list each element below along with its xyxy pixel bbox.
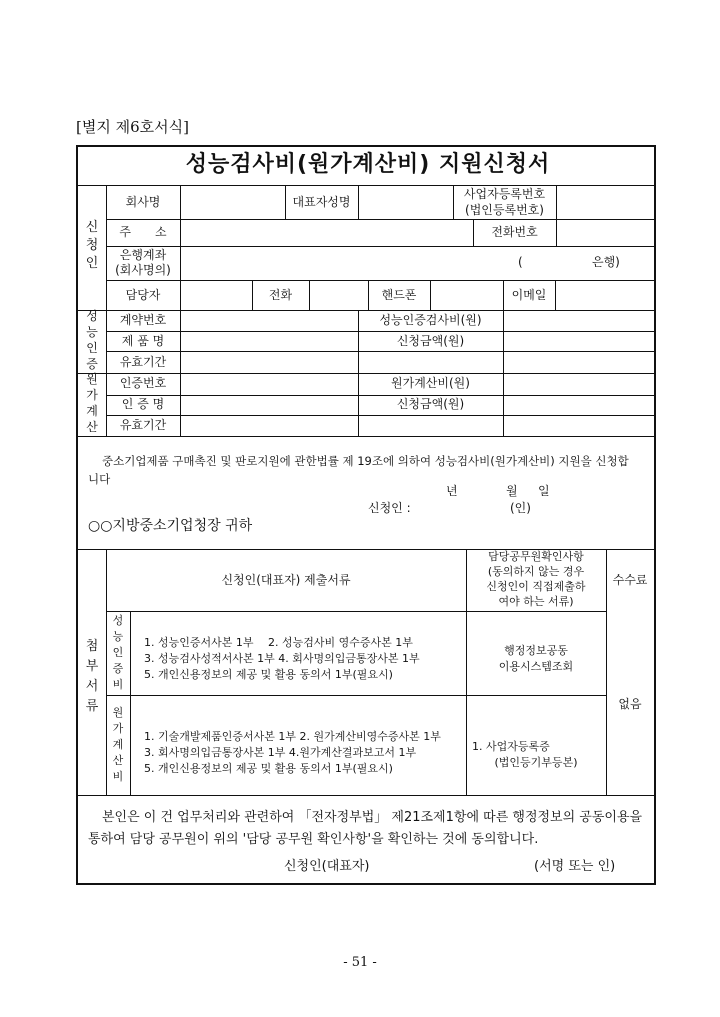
col-divider [556,219,557,246]
row-divider [106,280,654,281]
cost-doc-item: 1. 기술개발제품인증서사본 1부 2. 원가계산비영수증사본 1부 [144,730,441,743]
validity-label: 유효기간 [119,355,167,369]
mobile-label: 핸드폰 [381,288,417,302]
date-day: 일 [538,484,550,498]
declaration-text: 중소기업제품 구매촉진 및 판로지원에 관한법률 제 19조에 의하여 성능검사비(원가계산비) 지원을 신청합니다 [88,454,629,486]
col-divider [180,310,181,436]
form-label: [별지 제6호서식] [76,118,189,136]
consent-signer: 신청인(대표자) [284,859,370,874]
company-name-label: 회사명 [125,195,161,209]
section-cost-label: 원 가 계 산 [86,372,98,434]
row-divider [106,246,654,247]
request-amount-label: 신청금액(원) [396,397,465,411]
cost-official-check: (법인등기부등본) [494,756,578,769]
col-divider [309,280,310,310]
fee-value: 없음 [618,697,642,711]
cost-doc-item: 5. 개인신용정보의 제공 및 활용 동의서 1부(필요시) [144,762,393,775]
bank-account-owner-label: (회사명의) [115,263,171,277]
request-amount-label: 신청금액(원) [396,334,465,348]
representative-label: 대표자성명 [292,195,351,209]
row-divider [106,351,654,352]
contact-person-label: 담당자 [125,288,161,302]
form-title: 성능검사비(원가계산비) 지원신청서 [185,152,551,177]
cert-fee-label: 성능인증검사비(원) [379,313,482,327]
validity-label: 유효기간 [119,418,167,432]
perf-doc-item: 5. 개인신용정보의 제공 및 활용 동의서 1부(필요시) [144,668,393,681]
cert-name-label: 인 증 명 [121,397,165,411]
business-reg-label: 사업자등록번호 [463,187,546,201]
col-divider [180,185,181,310]
row-divider [78,310,654,311]
date-month: 월 [506,484,518,498]
col-divider [130,611,131,795]
fee-header: 수수료 [612,573,648,587]
row-divider [78,795,654,796]
cost-docs-label: 원 가 계 산 비 [112,706,124,783]
official-check-header: 신청인이 직접제출하 [486,580,586,593]
perf-doc-item: 1. 성능인증서사본 1부 2. 성능검사비 영수증사본 1부 [144,636,413,649]
bank-suffix: 은행) [592,255,620,269]
official-check-header: 담당공무원확인사항 [488,550,584,563]
row-divider [78,185,654,186]
addressee: ○○지방중소기업청장 귀하 [88,518,253,534]
cost-fee-label: 원가계산비(원) [391,376,470,390]
section-attachments-label: 첨 부 서 류 [85,639,99,714]
consent-sign: (서명 또는 인) [534,859,616,874]
row-divider [78,436,654,437]
perf-docs-label: 성 능 인 증 비 [112,614,124,691]
page-number: - 51 - [343,955,377,970]
phone-label: 전화 [268,288,293,302]
consent-text: 본인은 이 건 업무처리와 관련하여 「전자정부법」 제21조제1항에 따른 행정정보의 공동이용을 통하여 담당 공무원이 위의 '담당 공무원 확인사항'을 확인하는 것에 동의합니다. [88,810,643,847]
perf-doc-item: 3. 성능검사성적서사본 1부 4. 회사명의입금통장사본 1부 [144,652,420,665]
col-divider [556,185,557,219]
row-divider [78,373,654,374]
row-divider [106,331,654,332]
product-name-label: 제 품 명 [121,334,165,348]
email-label: 이메일 [511,288,547,302]
row-divider [106,415,654,416]
section-performance-label: 성 능 인 증 [86,309,98,371]
cert-no-label: 인증번호 [119,376,167,390]
date-year: 년 [446,484,458,498]
address-label: 주 소 [119,225,167,239]
official-check-header: 여야 하는 서류) [498,595,574,608]
row-divider [106,611,606,612]
application-form [76,145,656,885]
corporate-reg-label: (법인등록번호) [465,203,544,217]
phone-number-label: 전화번호 [491,225,538,239]
row-divider [106,395,654,396]
submitted-docs-header: 신청인(대표자) 제출서류 [221,573,351,587]
bank-paren-open: ( [518,255,523,269]
perf-official-check: 행정정보공동 [504,644,568,657]
col-divider [555,280,556,310]
row-divider [106,219,654,220]
cost-doc-item: 3. 회사명의입금통장사본 1부 4.원가계산결과보고서 1부 [144,746,417,759]
col-divider [358,185,359,219]
col-divider [503,310,504,436]
bank-account-label: 은행계좌 [119,248,167,262]
official-check-header: (동의하지 않는 경우 [487,565,585,578]
section-applicant-label: 신 청 인 [85,220,99,271]
contract-no-label: 계약번호 [119,313,167,327]
seal-mark: (인) [510,501,531,515]
perf-official-check: 이용시스템조회 [498,660,574,673]
col-divider [358,310,359,436]
row-divider [106,695,606,696]
cost-official-check: 1. 사업자등록증 [472,740,550,753]
applicant-sign-label: 신청인 : [368,501,411,515]
col-divider [430,280,431,310]
